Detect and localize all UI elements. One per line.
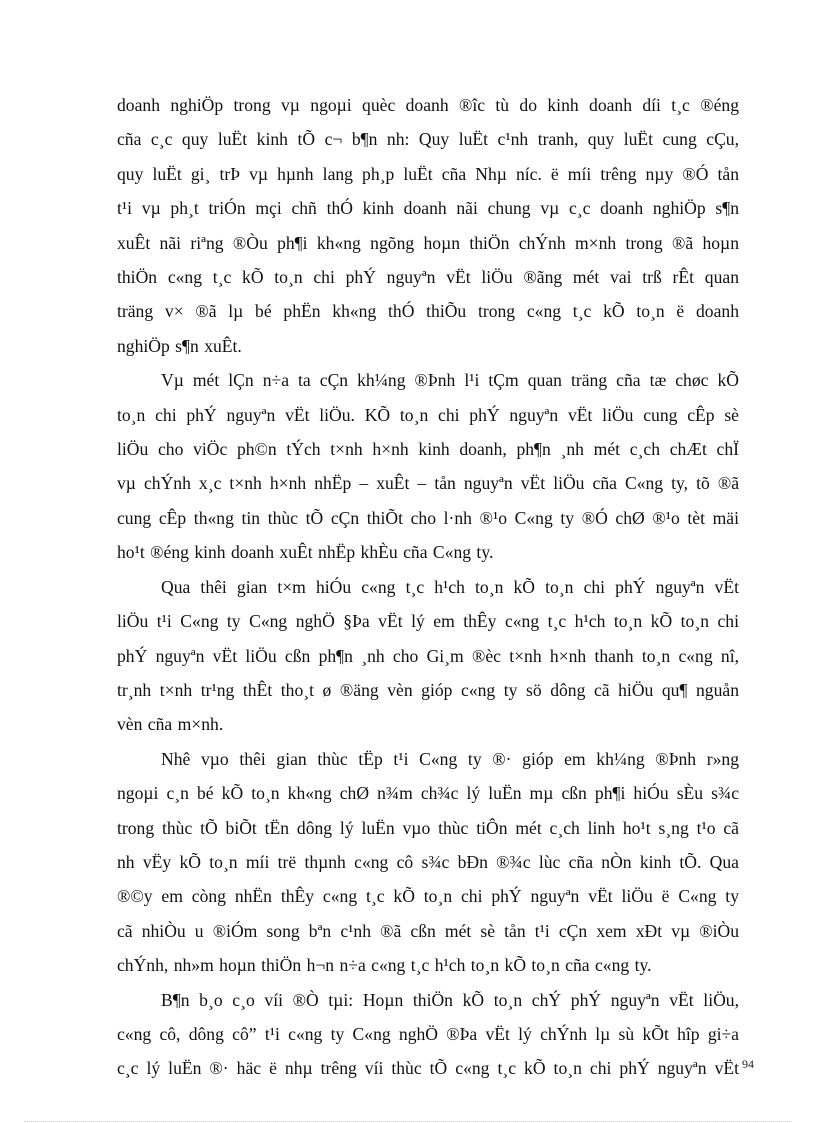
text-line: t¹i vµ ph¸t triÓn mçi chñ thÓ kinh doanh nãi chung vµ c¸c doanh nghiÖp s¶n [117, 198, 739, 219]
text-line: phÝ nguyªn vËt liÖu cßn ph¶n ¸nh cho Gi¸m ®èc t×nh h×nh thanh to¸n c«ng nî, [117, 645, 739, 666]
paragraph-5 [117, 983, 739, 1086]
text-line: Qua thêi gian t×m hiÓu c«ng t¸c h¹ch to¸n kÕ to¸n chi phÝ nguyªn vËt [161, 576, 739, 597]
text-line: chÝnh, nh»m hoµn thiÖn h¬n n÷a c«ng t¸c h¹ch to¸n kÕ to¸n cña c«ng ty. [117, 955, 652, 976]
text-line: Nhê vµo thêi gian thùc tËp t¹i C«ng ty ®· gióp em kh¼ng ®Þnh r»ng [161, 748, 739, 769]
paragraph-1 [117, 88, 739, 363]
text-line: xuÊt nãi riªng ®Òu ph¶i kh«ng ngõng hoµn thiÖn chÝnh m×nh trong ®ã hoµn [117, 232, 739, 253]
page-number: 94 [742, 1057, 754, 1071]
footer-divider [24, 1121, 792, 1122]
text-line: cã nhiÒu u ®iÓm song bªn c¹nh ®ã cßn mét sè tån t¹i cÇn xem xÐt vµ ®iÒu [117, 920, 739, 941]
text-line: cña c¸c quy luËt kinh tÕ c¬ b¶n nh: Quy luËt c¹nh tranh, quy luËt cung cÇu, [117, 129, 739, 150]
text-line: liÖu t¹i C«ng ty C«ng nghÖ §Þa vËt lý em thÊy c«ng t¸c h¹ch to¸n kÕ to¸n chi [117, 611, 739, 632]
text-line: quy luËt gi¸ trÞ vµ hµnh lang ph¸p luËt cña Nhµ níc. ë míi trêng nµy ®Ó tån [117, 163, 739, 184]
text-line: tr¸nh t×nh tr¹ng thÊt tho¸t ø ®äng vèn gióp c«ng ty sö dông cã hiÖu qu¶ nguån [117, 679, 739, 700]
text-line: to¸n chi phÝ nguyªn vËt liÖu. KÕ to¸n chi phÝ nguyªn vËt liÖu cung cÊp sè [117, 404, 739, 425]
text-line: vèn cña m×nh. [117, 714, 224, 735]
text-line: trong thùc tÕ biÕt tËn dông lý luËn vµo thùc tiÔn mét c¸ch linh ho¹t s¸ng t¹o cã [117, 817, 739, 838]
paragraph-3 [117, 570, 739, 742]
text-line: cung cÊp th«ng tin thùc tÕ cÇn thiÕt cho l·nh ®¹o C«ng ty ®Ó chØ ®¹o tèt mäi [117, 507, 739, 528]
text-line: nh vËy kÕ to¸n míi trë thµnh c«ng cô s¾c bÐn ®¾c lùc cña nÒn kinh tÕ. Qua [117, 851, 739, 872]
paragraph-2 [117, 363, 739, 569]
text-line: Vµ mét lÇn n÷a ta cÇn kh¼ng ®Þnh l¹i tÇm quan träng cña tæ chøc kÕ [161, 370, 739, 391]
text-line: vµ chÝnh x¸c t×nh h×nh nhËp – xuÊt – tån nguyªn vËt liÖu cña C«ng ty, tõ ®ã [117, 473, 739, 494]
text-line: ngoµi c¸n bé kÕ to¸n kh«ng chØ n¾m ch¾c lý luËn mµ cßn ph¶i hiÓu sÈu s¾c [117, 783, 739, 804]
text-line: nghiÖp s¶n xuÊt. [117, 335, 242, 356]
text-line: c¸c lý luËn ®· häc ë nhµ trêng víi thùc tÕ c«ng t¸c kÕ to¸n chi phÝ nguyªn vËt [117, 1058, 739, 1079]
text-line: träng v× ®ã lµ bé phËn kh«ng thÓ thiÕu trong c«ng t¸c kÕ to¸n ë doanh [117, 301, 739, 322]
text-line: c«ng cô, dông cô” t¹i c«ng ty C«ng nghÖ ®Þa vËt lý chÝnh lµ sù kÕt hîp gi÷a [117, 1023, 739, 1044]
text-line: ho¹t ®éng kinh doanh xuÊt nhËp khÈu cña C«ng ty. [117, 542, 494, 563]
text-line: liÖu cho viÖc ph©n tÝch t×nh h×nh kinh doanh, ph¶n ¸nh mét c¸ch chÆt chÏ [117, 439, 739, 460]
paragraph-4 [117, 742, 739, 983]
text-line: ®©y em còng nhËn thÊy c«ng t¸c kÕ to¸n chi phÝ nguyªn vËt liÖu ë C«ng ty [117, 886, 739, 907]
text-line: doanh nghiÖp trong vµ ngoµi quèc doanh ®îc tù do kinh doanh díi t¸c ®éng [117, 95, 739, 115]
body-text [117, 88, 739, 1086]
text-line: thiÖn c«ng t¸c kÕ to¸n chi phÝ nguyªn vËt liÖu ®ãng mét vai trß rÊt quan [117, 267, 739, 288]
text-line: B¶n b¸o c¸o víi ®Ò tµi: Hoµn thiÖn kÕ to¸n chÝ phÝ nguyªn vËt liÖu, [161, 989, 739, 1010]
